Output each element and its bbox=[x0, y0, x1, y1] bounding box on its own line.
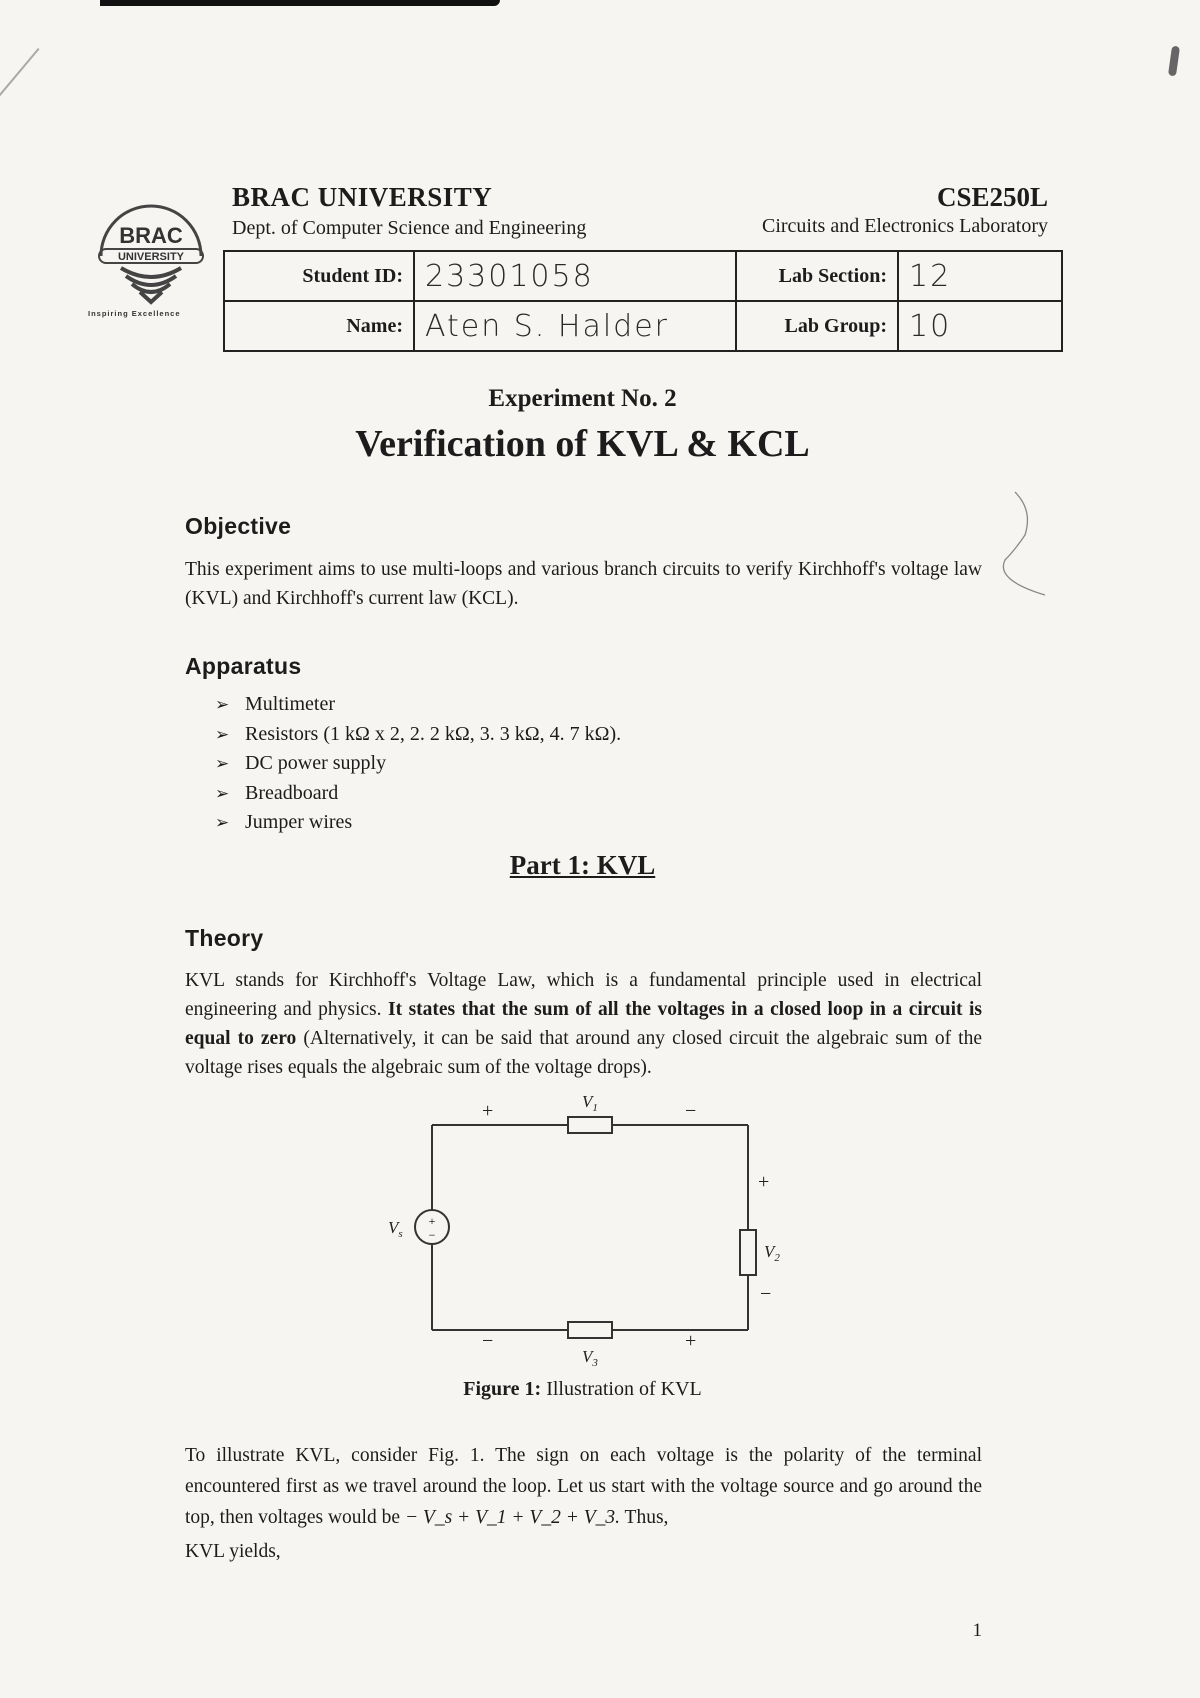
logo-tagline: Inspiring Excellence bbox=[88, 309, 181, 318]
theory-rest: (Alternatively, it can be said that around any closed circuit the algebraic sum of the voltage rises equals the algebraic sum of the voltage drops). bbox=[185, 1028, 983, 1078]
pen-stroke bbox=[0, 48, 40, 103]
info-row-2 bbox=[224, 301, 1062, 351]
student-id-value: 23301058 bbox=[414, 251, 736, 301]
label-v2: $V_2$ bbox=[764, 1242, 780, 1264]
resistor-v3 bbox=[568, 1322, 612, 1338]
v2-minus-sign: − bbox=[760, 1283, 772, 1305]
resistor-v1 bbox=[568, 1117, 612, 1133]
illustrate-end: Thus, bbox=[624, 1507, 669, 1528]
figure-caption bbox=[0, 1378, 1165, 1401]
logo-text-university: UNIVERSITY bbox=[117, 251, 185, 263]
resistor-v2 bbox=[740, 1230, 756, 1275]
objective-heading: Objective bbox=[185, 513, 292, 539]
course-code: CSE250L bbox=[936, 182, 1048, 212]
lab-group-label: Lab Group: bbox=[736, 301, 898, 351]
hand-bracket-mark bbox=[985, 490, 1055, 600]
apparatus-list bbox=[215, 690, 621, 838]
name-value: Aten S. Halder bbox=[414, 301, 736, 351]
lab-section-label: Lab Section: bbox=[736, 251, 898, 301]
department-name: Dept. of Computer Science and Engineering bbox=[232, 217, 587, 239]
apparatus-item: ➢ Multimeter bbox=[215, 690, 621, 720]
theory-intro: KVL stands for Kirchhoff's Voltage Law, which is a fundamental principle used in electrical engineering and physics. bbox=[185, 970, 982, 1020]
illustrate-text: To illustrate KVL, consider Fig. 1. The sign on each voltage is the polarity of the terminal encountered first as we travel around the loop. Let us start with the voltage source and go around the top, then voltages would be bbox=[185, 1445, 982, 1528]
label-v1: $V_1$ bbox=[582, 1092, 598, 1114]
source-plus: + bbox=[428, 1214, 436, 1228]
label-v3: $V_3$ bbox=[582, 1347, 598, 1369]
objective-text: This experiment aims to use multi-loops and various branch circuits to verify Kirchhoff's voltage law (KVL) and Kirchhoff's current law (KCL). bbox=[185, 559, 982, 609]
student-id-label: Student ID: bbox=[224, 251, 414, 301]
figure-caption-text: Illustration of KVL bbox=[546, 1378, 702, 1400]
v1-minus-sign: − bbox=[685, 1100, 697, 1122]
theory-text bbox=[185, 966, 982, 1082]
v3-minus-sign: − bbox=[482, 1330, 494, 1352]
v2-plus-sign: + bbox=[758, 1171, 770, 1193]
scan-edge-shadow bbox=[100, 0, 500, 6]
kvl-circuit-diagram bbox=[370, 1085, 810, 1375]
experiment-number: Experiment No. 2 bbox=[488, 385, 677, 412]
theory-kvl-statement: It states that the sum of all the voltages in a closed loop in a circuit is equal to zero bbox=[185, 999, 982, 1049]
apparatus-item: ➢ DC power supply bbox=[215, 749, 621, 779]
source-minus: − bbox=[428, 1228, 436, 1242]
scan-mark bbox=[1168, 46, 1180, 77]
name-label: Name: bbox=[224, 301, 414, 351]
v1-plus-sign: + bbox=[482, 1100, 494, 1122]
voltage-expression: − V_s + V_1 + V_2 + V_3. bbox=[404, 1507, 621, 1528]
info-row-1 bbox=[224, 251, 1062, 301]
apparatus-item: ➢ Resistors (1 kΩ x 2, 2. 2 kΩ, 3. 3 kΩ, 4. 7 kΩ). bbox=[215, 720, 621, 750]
page-number: 1 bbox=[972, 1620, 982, 1641]
apparatus-item: ➢ Breadboard bbox=[215, 779, 621, 809]
label-vs: $V_s$ bbox=[388, 1218, 403, 1240]
brac-university-logo bbox=[86, 198, 216, 328]
theory-heading: Theory bbox=[185, 925, 264, 951]
figure-caption-label: Figure 1: bbox=[463, 1378, 542, 1400]
apparatus-heading: Apparatus bbox=[185, 653, 302, 679]
v3-plus-sign: + bbox=[685, 1330, 697, 1352]
part1-heading: Part 1: KVL bbox=[509, 850, 656, 880]
experiment-title: Verification of KVL & KCL bbox=[355, 423, 810, 465]
course-name: Circuits and Electronics Laboratory bbox=[761, 215, 1048, 237]
lab-group-value: 10 bbox=[898, 301, 1062, 351]
illustrate-paragraph bbox=[185, 1440, 982, 1533]
lab-section-value: 12 bbox=[898, 251, 1062, 301]
kvl-yields-text: KVL yields, bbox=[185, 1541, 281, 1562]
student-info-table bbox=[223, 250, 1063, 352]
university-name: BRAC UNIVERSITY bbox=[232, 182, 493, 212]
apparatus-item: ➢ Jumper wires bbox=[215, 808, 621, 838]
logo-text-brac: BRAC bbox=[119, 223, 183, 248]
